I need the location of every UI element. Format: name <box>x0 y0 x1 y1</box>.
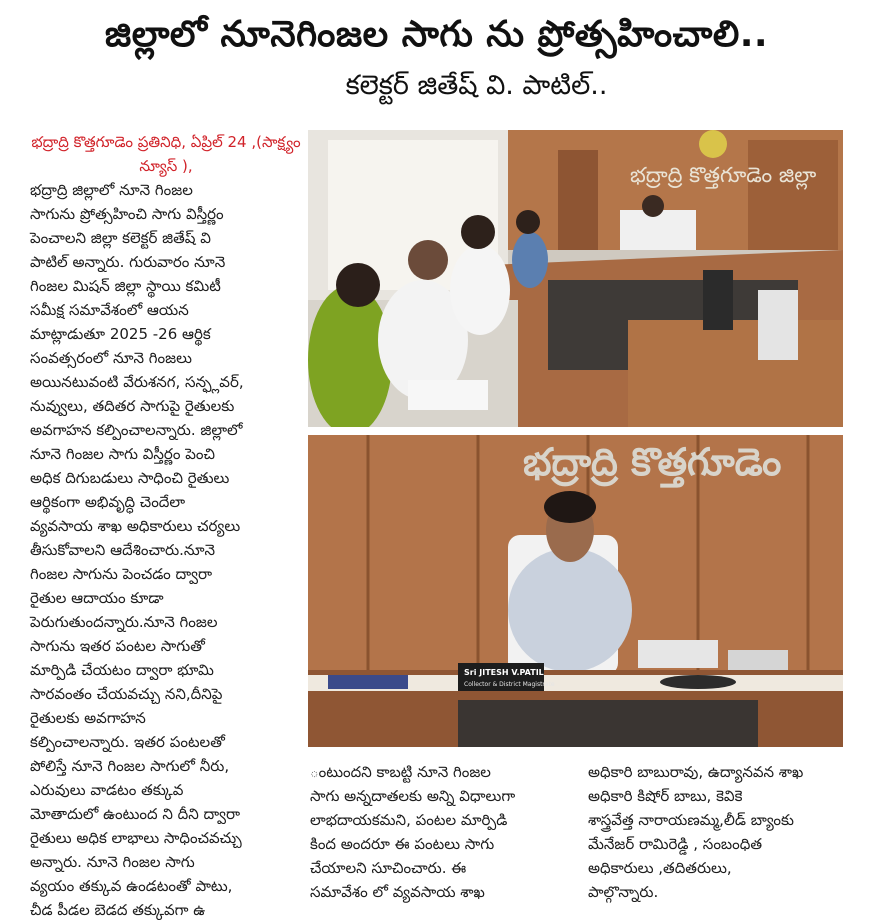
body-text-middle <box>310 760 578 904</box>
body-line: మాట్లాడుతూ 2025 -26 ఆర్థిక <box>30 325 211 343</box>
article-column-middle <box>310 760 578 904</box>
body-line: మోతాదులో ఉంటుంద ని దీని ద్వారా <box>30 805 241 823</box>
body-line: రైతులు అధిక లాభాలు సాధించవచ్చు <box>30 829 242 847</box>
body-line: సాగు అన్నదాతలకు అన్ని విధాలుగా <box>310 787 516 805</box>
body-line: అధికారి బాబురావు, ఉద్యానవన శాఖ <box>588 763 804 781</box>
body-line: ఎరువులు వాడటం తక్కువ <box>30 781 184 799</box>
body-line: లాభదాయకమని, పంటల మార్పిడి <box>310 811 508 829</box>
body-line: అయినటువంటి వేరుశనగ, సన్ఫ్లవర్, <box>30 373 244 391</box>
body-line: సారవంతం చేయవచ్చు నని,దీనిపై <box>30 685 223 703</box>
body-line: గింజల మిషన్ జిల్లా స్థాయి కమిటీ <box>30 277 221 295</box>
body-line: పాల్గొన్నారు. <box>588 883 659 901</box>
nameplate-name: Sri JITESH V.PATIL <box>464 668 544 677</box>
body-line: సమావేశం లో వ్యవసాయ శాఖ <box>310 883 485 901</box>
body-line: శాస్త్రవేత్త నారాయణమ్మ,లీడ్ బ్యాంకు <box>588 811 794 829</box>
body-line: అవగాహన కల్పించాలన్నారు. జిల్లాలో <box>30 421 243 439</box>
wall-sign-bottom: భద్రాద్రి కొత్తగూడెం <box>523 440 782 484</box>
body-line: నువ్వులు, తదితర సాగుపై రైతులకు <box>30 397 235 415</box>
body-line: పాటిల్ అన్నారు. గురువారం నూనె <box>30 253 226 271</box>
collector-desk-illustration <box>308 435 843 747</box>
body-line: రైతులకు అవగాహన <box>30 709 146 727</box>
body-line: ంటుందని కాబట్టి నూనె గింజల <box>310 763 491 781</box>
body-line: మేనేజర్ రామిరెడ్డి , సంబంధిత <box>588 835 763 853</box>
nameplate-title: Collector & District Magistrate <box>464 681 555 688</box>
body-line: సంవత్సరంలో నూనె గింజలు <box>30 349 192 367</box>
body-line: భద్రాద్రి జిల్లాలో నూనె గింజల <box>30 181 193 199</box>
body-line: అధికారి కిషోర్ బాబు, కెవికె <box>588 787 743 805</box>
meeting-room-illustration <box>308 130 843 427</box>
body-line: పెంచాలని జిల్లా కలెక్టర్ జితేష్ వి <box>30 229 211 247</box>
photo-collector-desk <box>308 435 843 747</box>
body-line: చేయాలని సూచించారు. ఈ <box>310 859 467 877</box>
body-line: నూనె గింజల సాగు విస్తీర్ణం పెంచి <box>30 445 215 463</box>
wall-sign-top: భద్రాద్రి కొత్తగూడెం జిల్లా <box>630 163 817 187</box>
body-line: అధికారులు ,తదితరులు, <box>588 859 732 877</box>
photo-meeting-room <box>308 130 843 427</box>
subheadline: కలెక్టర్ జితేష్ వి. పాటిల్.. <box>345 70 608 101</box>
dateline: భద్రాద్రి కొత్తగూడెం ప్రతినిధి, ఏప్రిల్ 24 ,(సాక్ష్యం న్యూస్ ), <box>31 133 301 175</box>
body-line: సమీక్ష సమావేశంలో ఆయన <box>30 301 189 319</box>
body-line: సాగును ప్రోత్సహించి సాగు విస్తీర్ణం <box>30 205 224 223</box>
body-line: పోలిస్తే నూనె గింజల సాగులో నీరు, <box>30 757 230 775</box>
headline: జిల్లాలో నూనెగింజల సాగు ను ప్రోత్సహించాలి.. <box>104 14 769 55</box>
body-line: మార్పిడి చేయటం ద్వారా భూమి <box>30 661 214 679</box>
body-line: అధిక దిగుబడులు సాధించి రైతులు <box>30 469 230 487</box>
body-line: గింజల సాగును పెంచడం ద్వారా <box>30 565 213 583</box>
article-column-left <box>30 130 302 922</box>
body-line: తీసుకోవాలని ఆదేశించారు.నూనె <box>30 541 215 559</box>
body-text-left <box>30 178 302 922</box>
body-line: సాగును ఇతర పంటల సాగుతో <box>30 637 205 655</box>
article-column-right <box>588 760 860 904</box>
body-line: చీడ పీడల బెడద తక్కువగా ఉ <box>30 901 206 919</box>
body-line: కింద అందరూ ఈ పంటలు సాగు <box>310 835 495 853</box>
body-line: వ్యయం తక్కువ ఉండటంతో పాటు, <box>30 877 233 895</box>
body-line: పెరుగుతుందన్నారు.నూనె గింజల <box>30 613 218 631</box>
body-line: ఆర్థికంగా అభివృద్ధి చెందేలా <box>30 493 186 511</box>
body-line: కల్పించాలన్నారు. ఇతర పంటలతో <box>30 733 225 751</box>
body-line: అన్నారు. నూనె గింజల సాగు <box>30 853 195 871</box>
body-text-right <box>588 760 860 904</box>
body-line: రైతుల ఆదాయం కూడా <box>30 589 164 607</box>
body-line: వ్యవసాయ శాఖ అధికారులు చర్యలు <box>30 517 241 535</box>
